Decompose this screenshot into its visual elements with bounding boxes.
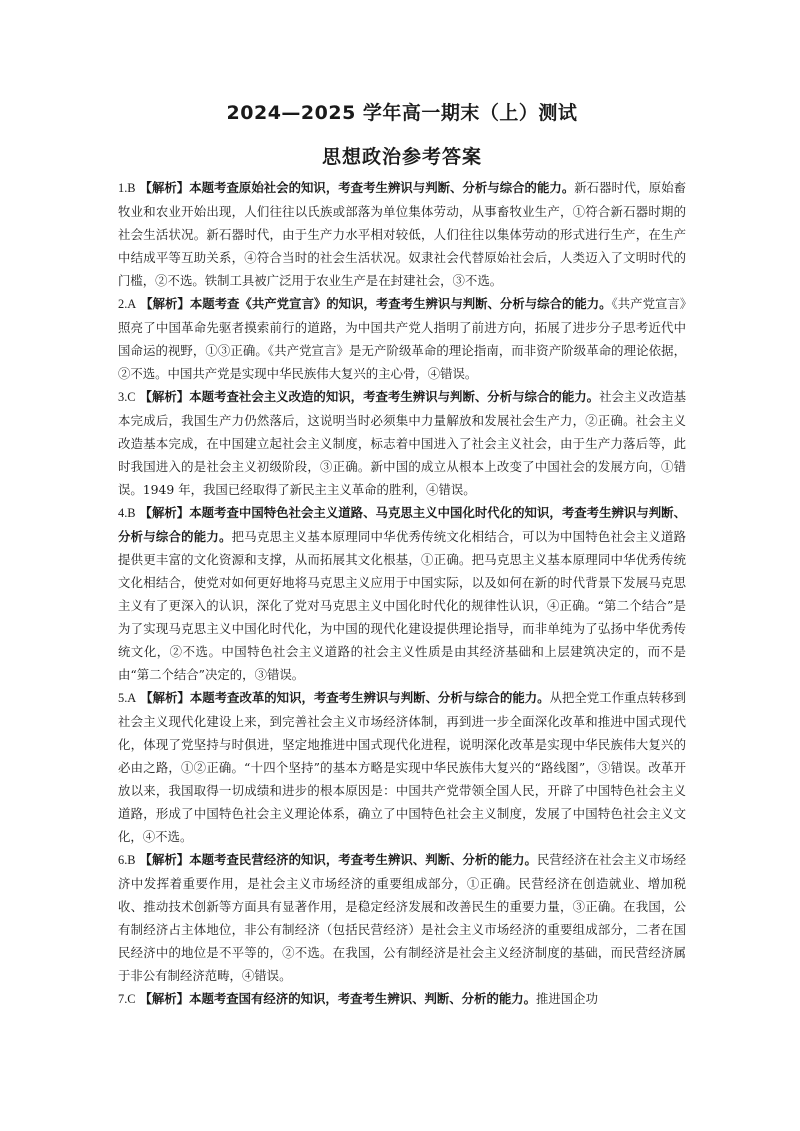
- answer-text: 《共产党宣言》照亮了中国革命先驱者摸索前行的道路，为中国共产党人指明了前进方向，拓展了进步分子思考近代中国命运的视野，①③正确。《共产党宣言》是无产阶级革命的理论指南，而非资产阶级革命的理论依据，②不选。中国共产党是实现中华民族伟大复兴的主心骨，④错误。: [118, 296, 686, 381]
- answer-text: 民营经济在社会主义市场经济中发挥着重要作用，是社会主义市场经济的重要组成部分，①正确。民营经济在创造就业、增加税收、推动技术创新等方面具有显著作用，是稳定经济发展和改善民生的重要力量，③正确。在我国，公有制经济占主体地位，非公有制经济（包括民营经济）是社会主义市场经济的重要组成部分，二者在国民经济中的地位是不平等的，②不选。在我国，公有制经济是社会主义经济制度的基础，而民营经济属于非公有制经济范畴，④错误。: [118, 852, 686, 983]
- answer-text: 新石器时代，原始畜牧业和农业开始出现，人们往往以氏族或部落为单位集体劳动，从事畜牧业生产，①符合新石器时期的社会生活状况。新石器时代，由于生产力水平相对较低，人们往往以集体劳动的形式进行生产，在生产中结成平等互助关系，④符合当时的社会生活状况。奴隶社会代替原始社会后，人类迈入了文明时代的门槛，②不选。铁制工具被广泛用于农业生产是在封建社会，③不选。: [118, 180, 687, 288]
- answer-number: 6.B: [118, 853, 136, 867]
- answer-number: 2.A: [118, 297, 137, 311]
- page-title: 2024—2025 学年高一期末（上）测试: [226, 102, 578, 124]
- answer-focus: 本题考查民营经济的知识，考查考生辨识、判断、分析的能力。: [189, 852, 537, 867]
- answer-number: 3.C: [118, 390, 136, 404]
- page-subtitle: 思想政治参考答案: [321, 146, 482, 168]
- answer-text: 从把全党工作重点转移到社会主义现代化建设上来，到完善社会主义市场经济体制，再到进一步全面深化改革和推进中国式现代化，体现了党坚持与时俱进，坚定地推进中国式现代化进程，说明深化改革是实现中华民族伟大复兴的必由之路，①②正确。“十四个坚持”的基本方略是实现中华民族伟大复兴的“路线图”，③错误。改革开放以来，我国取得一切成绩和进步的根本原因是：中国共产党带领全国人民，开辟了中国特色社会主义道路，形成了中国特色社会主义理论体系，确立了中国特色社会主义制度，发展了中国特色社会主义文化，④不选。: [118, 690, 686, 844]
- answer-item-7: [118, 987, 686, 1011]
- answer-item-1: [118, 176, 686, 292]
- answer-focus: 本题考查改革的知识，考查考生辨识与判断、分析与综合的能力。: [189, 690, 550, 705]
- answer-item-5: [118, 686, 686, 848]
- answer-text: 把马克思主义基本原理同中华优秀传统文化相结合，可以为中国特色社会主义道路提供更丰富的文化资源和支撑，从而拓展其文化根基，①正确。把马克思主义基本原理同中华优秀传统文化相结合，使党对如何更好地将马克思主义应用于中国实际，以及如何在新的时代背景下发展马克思主义有了更深入的认识，深化了党对马克思主义中国化时代化的规律性认识，④正确。“第二个结合”是为了实现马克思主义中国化时代化，为中国的现代化建设提供理论指导，而非单纯为了弘扬中华优秀传统文化，②不选。中国特色社会主义道路的社会主义性质是由其经济基础和上层建筑决定的，而不是由“第二个结合”决定的，③错误。: [118, 529, 687, 682]
- answer-number: 7.C: [118, 992, 136, 1006]
- answer-list: [118, 176, 686, 1011]
- analysis-tag: 【解析】: [139, 180, 190, 195]
- analysis-tag: 【解析】: [139, 389, 190, 404]
- answer-item-3: [118, 385, 686, 501]
- answer-focus: 本题考查社会主义改造的知识，考查考生辨识与判断、分析与综合的能力。: [189, 389, 600, 404]
- answer-focus: 本题考查国有经济的知识，考查考生辨识、判断、分析的能力。: [189, 991, 537, 1006]
- analysis-tag: 【解析】: [140, 690, 190, 705]
- answer-focus: 本题考查中国特色社会主义道路、马克思主义中国化时代化的知识，考查考生辨识与判断、分析与综合的能力。: [118, 505, 686, 544]
- answer-number: 5.A: [118, 691, 137, 705]
- answer-page: [118, 98, 686, 1011]
- analysis-tag: 【解析】: [140, 296, 190, 311]
- answer-text: 社会主义改造基本完成后，我国生产力仍然落后，这说明当时必须集中力量解放和发展社会生产力，②正确。社会主义改造基本完成，在中国建立起社会主义制度，标志着中国进入了社会主义社会，由于生产力落后等，此时我国进入的是社会主义初级阶段，③正确。新中国的成立从根本上改变了中国社会的发展方向，①错误。1949 年，我国已经取得了新民主主义革命的胜利，④错误。: [118, 389, 687, 497]
- answer-item-4: [118, 501, 686, 686]
- answer-text: 推进国企功: [536, 991, 598, 1006]
- answer-focus: 本题考查原始社会的知识，考查考生辨识与判断、分析与综合的能力。: [189, 180, 575, 195]
- answer-item-2: [118, 292, 686, 385]
- analysis-tag: 【解析】: [139, 991, 190, 1006]
- answer-focus: 本题考查《共产党宣言》的知识，考查考生辨识与判断、分析与综合的能力。: [189, 296, 612, 311]
- answer-number: 1.B: [118, 181, 136, 195]
- answer-item-6: [118, 848, 686, 987]
- analysis-tag: 【解析】: [139, 505, 190, 520]
- analysis-tag: 【解析】: [139, 852, 190, 867]
- answer-number: 4.B: [118, 506, 136, 520]
